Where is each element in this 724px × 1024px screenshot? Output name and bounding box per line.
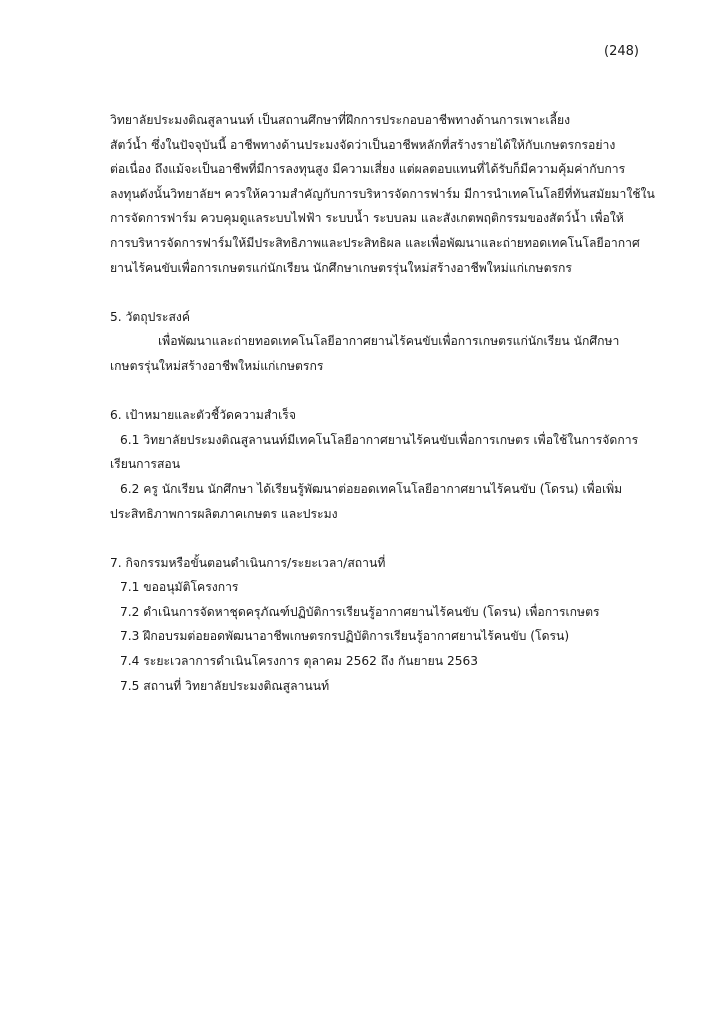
page-number: (248)	[604, 44, 639, 59]
section-heading: 5. วัตถุประสงค์	[110, 309, 191, 324]
section-activities	[110, 551, 638, 699]
list-item-continuation: เรียนการสอน	[110, 457, 181, 472]
document-body	[110, 108, 655, 698]
paragraph-line: การบริหารจัดการฟาร์มให้มีประสิทธิภาพและประสิทธิผล และเพื่อพัฒนาและถ่ายทอดเทคโนโลยีอากาศ	[110, 235, 640, 250]
paragraph-line: สัตว์น้ำ ซึ่งในปัจจุบันนี้ อาชีพทางด้านประมงจัดว่าเป็นอาชีพหลักที่สร้างรายได้ให้กับเกษตรกรอย่าง	[110, 137, 616, 152]
section-heading: 7. กิจกรรมหรือขั้นตอนดำเนินการ/ระยะเวลา/สถานที่	[110, 555, 386, 570]
paragraph-line: ลงทุนดังนั้นวิทยาลัยฯ ควรให้ความสำคัญกับการบริหารจัดการฟาร์ม มีการนำเทคโนโลยีที่ทันสมัยมาใช้ใน	[110, 186, 655, 201]
paragraph-line: เกษตรรุ่นใหม่สร้างอาชีพใหม่แก่เกษตรกร	[110, 358, 324, 373]
list-item: 7.3 ฝึกอบรมต่อยอดพัฒนาอาชีพเกษตรกรปฏิบัติการเรียนรู้อากาศยานไร้คนขับ (โดรน)	[120, 629, 570, 644]
section-goals	[110, 403, 638, 526]
paragraph-line: วิทยาลัยประมงติณสูลานนท์ เป็นสถานศึกษาที่ฝึกการประกอบอาชีพทางด้านการเพาะเลี้ยง	[110, 113, 571, 127]
paragraph-line: เพื่อพัฒนาและถ่ายทอดเทคโนโลยีอากาศยานไร้คนขับเพื่อการเกษตรแก่นักเรียน นักศึกษา	[158, 334, 620, 349]
list-item: 7.2 ดำเนินการจัดหาชุดครุภัณฑ์ปฏิบัติการเรียนรู้อากาศยานไร้คนขับ (โดรน) เพื่อการเกษตร	[120, 604, 600, 619]
paragraph-line: ยานไร้คนขับเพื่อการเกษตรแก่นักเรียน นักศึกษาเกษตรรุ่นใหม่สร้างอาชีพใหม่แก่เกษตรกร	[110, 260, 572, 275]
list-item: 6.1 วิทยาลัยประมงติณสูลานนท์มีเทคโนโลยีอากาศยานไร้คนขับเพื่อการเกษตร เพื่อใช้ในการจัดการ	[120, 432, 639, 447]
paragraph-line: การจัดการฟาร์ม ควบคุมดูแลระบบไฟฟ้า ระบบน้ำ ระบบลม และสังเกตพฤติกรรมของสัตว์น้ำ เพื่อให้	[110, 211, 624, 226]
list-item-continuation: ประสิทธิภาพการผลิตภาคเกษตร และประมง	[110, 506, 338, 521]
list-item: 7.4 ระยะเวลาการดำเนินโครงการ ตุลาคม 2562 ถึง กันยายน 2563	[120, 654, 478, 669]
section-objectives	[110, 305, 638, 379]
list-item: 7.1 ขออนุมัติโครงการ	[120, 580, 239, 595]
paragraph-line: ต่อเนื่อง ถึงแม้จะเป็นอาชีพที่มีการลงทุนสูง มีความเสี่ยง แต่ผลตอบแทนที่ได้รับก็มีความคุ้มค่ากับการ	[110, 162, 626, 177]
list-item: 7.5 สถานที่ วิทยาลัยประมงติณสูลานนท์	[120, 678, 330, 693]
intro-paragraph	[110, 108, 655, 280]
section-heading: 6. เป้าหมายและตัวชี้วัดความสำเร็จ	[110, 408, 296, 423]
list-item: 6.2 ครู นักเรียน นักศึกษา ได้เรียนรู้พัฒนาต่อยอดเทคโนโลยีอากาศยานไร้คนขับ (โดรน) เพื่อเพิ่ม	[120, 481, 623, 496]
